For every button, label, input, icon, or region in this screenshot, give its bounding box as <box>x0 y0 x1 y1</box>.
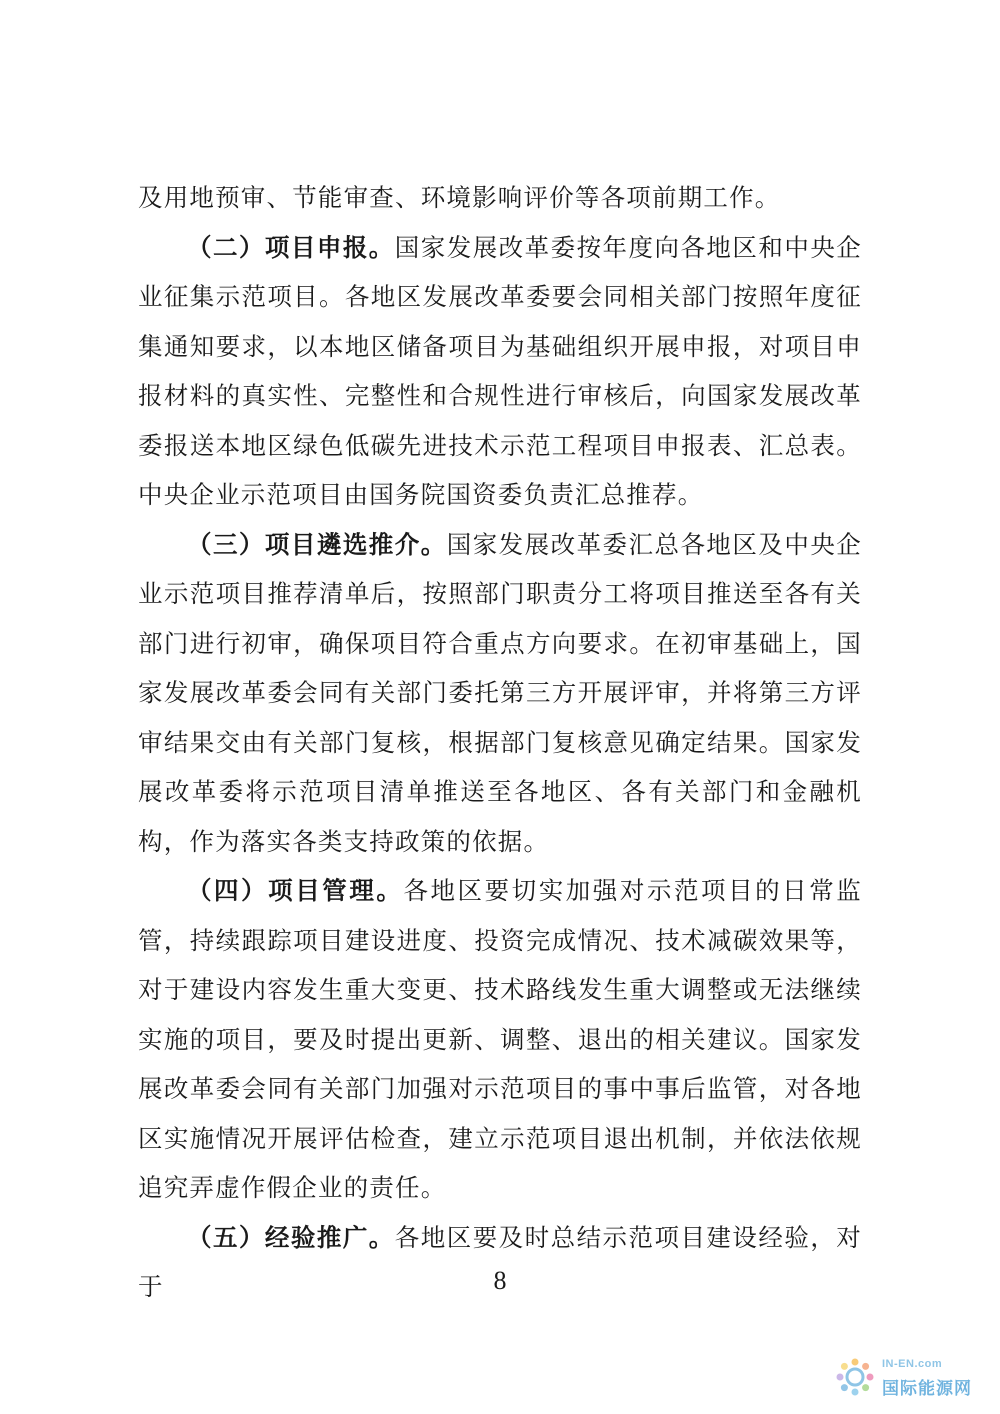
section-heading: （二）项目申报。 <box>187 232 395 262</box>
page-number: 8 <box>493 1266 507 1295</box>
paragraph-project-application <box>138 223 862 520</box>
section-heading: （三）项目遴选推介。 <box>187 529 447 559</box>
watermark <box>832 1352 982 1404</box>
paragraph-project-selection <box>138 520 862 867</box>
paragraph-text: 各地区要及时总结示范项目建设经验，对于 <box>138 1222 862 1301</box>
paragraph-continuation <box>138 173 862 223</box>
paragraph-project-management <box>138 866 862 1213</box>
watermark-name: 国际能源网 <box>882 1379 972 1399</box>
paragraph-experience-promotion <box>138 1213 862 1312</box>
paragraph-text: 及用地预审、节能审查、环境影响评价等各项前期工作。 <box>138 183 781 212</box>
sun-flower-logo-icon <box>832 1354 878 1400</box>
watermark-domain: IN-EN.com <box>882 1358 943 1370</box>
document-body <box>138 173 862 1312</box>
paragraph-text: 国家发展改革委汇总各地区及中央企业示范项目推荐清单后，按照部门职责分工将项目推送至各有关部门进行初审，确保项目符合重点方向要求。在初审基础上，国家发展改革委会同有关部门委托第三方开展评审，并将第三方评审结果交由有关部门复核，根据部门复核意见确定结果。国家发展改革委将示范项目清单推送至各地区、各有关部门和金融机构，作为落实各类支持政策的依据。 <box>138 529 862 856</box>
paragraph-text: 国家发展改革委按年度向各地区和中央企业征集示范项目。各地区发展改革委要会同相关部门按照年度征集通知要求，以本地区储备项目为基础组织开展申报，对项目申报材料的真实性、完整性和合规性进行审核后，向国家发展改革委报送本地区绿色低碳先进技术示范工程项目申报表、汇总表。中央企业示范项目由国务院国资委负责汇总推荐。 <box>138 232 862 509</box>
paragraph-text: 各地区要切实加强对示范项目的日常监管，持续跟踪项目建设进度、投资完成情况、技术减碳效果等，对于建设内容发生重大变更、技术路线发生重大调整或无法继续实施的项目，要及时提出更新、调整、退出的相关建议。国家发展改革委会同有关部门加强对示范项目的事中事后监管，对各地区实施情况开展评估检查，建立示范项目退出机制，并依法依规追究弄虚作假企业的责任。 <box>138 876 862 1202</box>
section-heading: （五）经验推广。 <box>187 1222 395 1252</box>
section-heading: （四）项目管理。 <box>187 876 404 905</box>
